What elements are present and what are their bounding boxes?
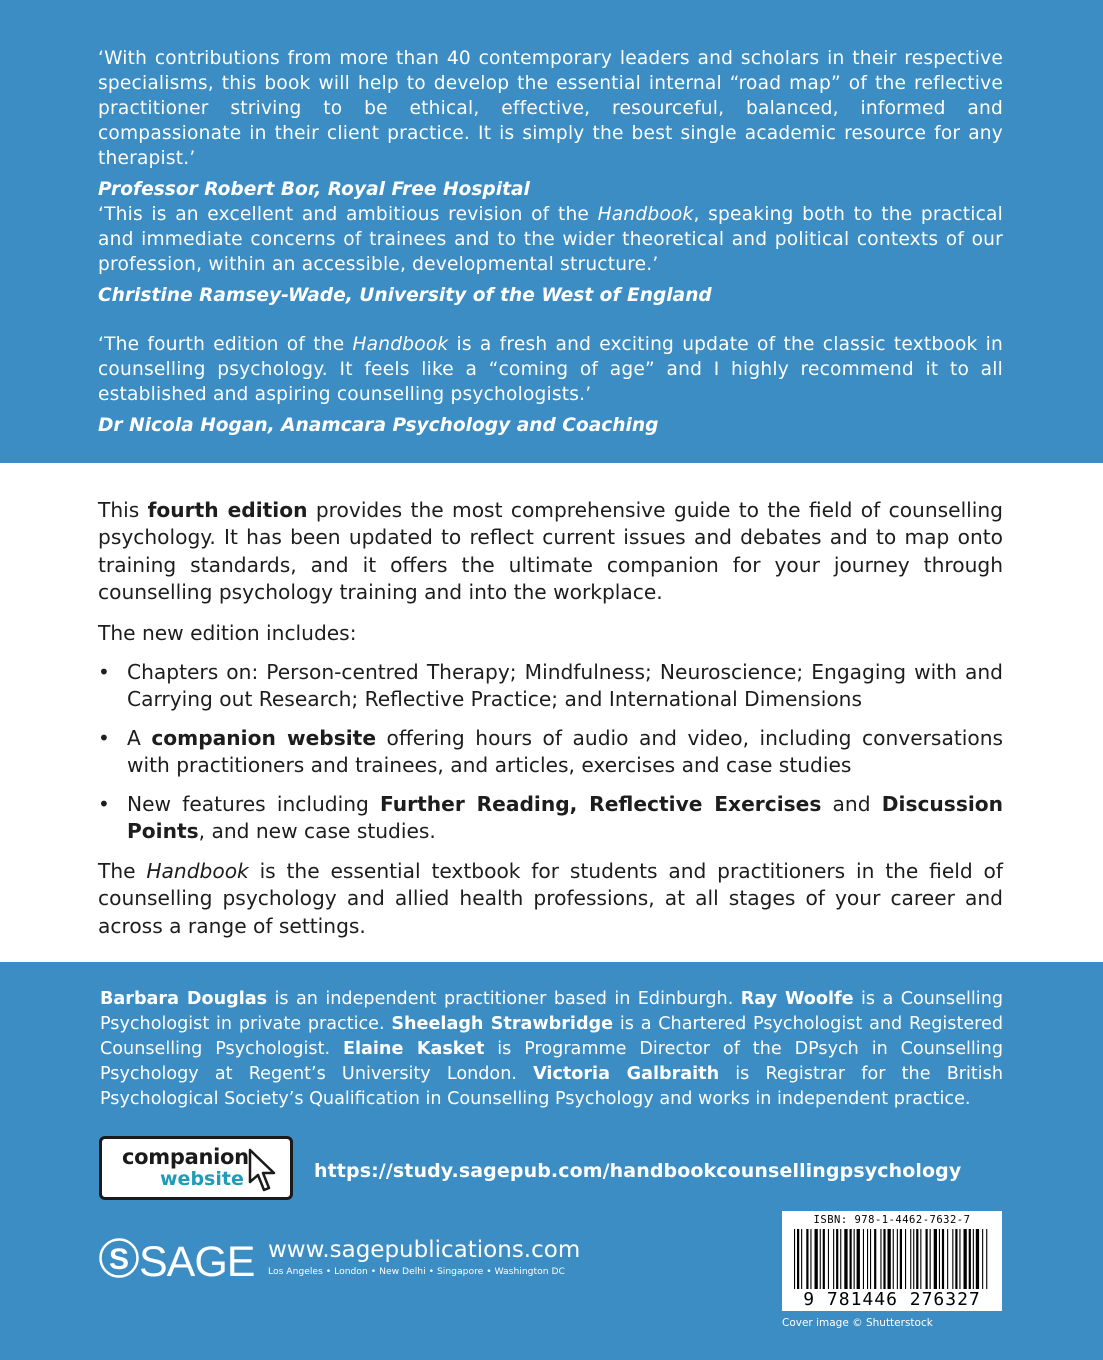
barcode-bar [857,1229,860,1289]
barcode-bar [986,1229,987,1289]
barcode-bar [888,1229,891,1289]
barcode-bar [880,1229,881,1289]
feature-bullet-2: • A companion website offering hours of audio and video, including conversations with practitioners and trainees, and articles, exercises and case studies [98,726,1004,778]
barcode-bar [844,1229,847,1289]
barcode-bar [863,1229,864,1289]
barcode-bar [976,1229,979,1289]
quote-author: Christine Ramsey-Wade, University of the West of England [98,285,712,306]
barcode-bar [867,1229,868,1289]
endorsement-quote-3 [98,332,1003,438]
barcode-bar [854,1229,855,1289]
barcode-bar [910,1229,911,1289]
barcode-bar [833,1229,834,1289]
endorsement-quote-2 [98,202,1003,308]
barcode-bar [820,1229,821,1289]
barcode-bar [964,1229,967,1289]
companion-website-badge [99,1136,293,1200]
barcode-bar [905,1229,906,1289]
barcode-bar [916,1229,918,1289]
barcode-bar [893,1229,894,1289]
publisher-cities: Los Angeles • London • New Delhi • Singapore • Washington DC [268,1266,565,1277]
feature-bullet-1: • Chapters on: Person-centred Therapy; Mindfulness; Neuroscience; Engaging with and Carrying out Research; Reflective Practice; and International Dimensions [98,660,1003,712]
barcode-bar [973,1229,974,1289]
website-word: website [160,1168,244,1190]
publisher-url-link[interactable]: www.sagepublications.com [268,1237,581,1263]
endorsement-quote-1 [98,46,1003,202]
bullet-marker: • [98,726,110,750]
intro-paragraph: This fourth edition provides the most comprehensive guide to the field of counselling psychology. It has been updated to reflect current issues and debates and to map onto training standards, and it offers the ultimate companion for your journey through counselling psychology training and into the workplace. [98,498,1004,605]
quote-text: ‘This is an excellent and ambitious revision of the Handbook, speaking both to the practical and immediate concerns of trainees and to the wider theoretical and political contexts of our profession, within an accessible, developmental structure.’ [98,204,1003,275]
cover-image-credit: Cover image © Shutterstock [782,1317,933,1329]
barcode-bar [969,1229,971,1289]
author-bios: Barbara Douglas is an independent practitioner based in Edinburgh. Ray Woolfe is a Counselling Psychologist in private practice. Sheelagh Strawbridge is a Chartered Psychologist and Registered Counselling Psychologist. Elaine Kasket is Programme Director of the DPsych in Counselling Psychology at Regent’s University London. Victoria Galbraith is Registrar for the British Psychological Society’s Qualification in Counselling Psychology and works in independent practice. [100,989,1004,1109]
sage-logo-text: SAGE [139,1238,255,1282]
barcode-bar [836,1229,838,1289]
barcode-bar [934,1229,937,1289]
isbn-barcode [782,1211,1002,1311]
feature-bullet-3: • New features including Further Reading, Reflective Exercises and Discussion Points, and new case studies. [98,792,1003,844]
barcode-bar [823,1229,825,1289]
barcode-digits: 9 781446 276327 [803,1289,981,1310]
svg-text:S: S [108,1243,130,1276]
barcode-bar [982,1229,983,1289]
cursor-arrow-icon [248,1148,278,1194]
bullet-marker: • [98,792,110,816]
barcode-bar [942,1229,944,1289]
barcode-bar [947,1229,948,1289]
barcode-bar [806,1229,808,1289]
barcode-bar [913,1229,914,1289]
barcode-bar [874,1229,876,1289]
companion-word: companion [122,1145,249,1169]
barcode-bar [883,1229,885,1289]
barcode-bar [920,1229,921,1289]
barcode-bar [801,1229,802,1289]
barcode-bar [794,1229,795,1289]
includes-label: The new edition includes: [98,621,357,645]
quote-author: Dr Nicola Hogan, Anamcara Psychology and Coaching [98,415,659,436]
isbn-label: ISBN: 978-1-4462-7632-7 [813,1214,971,1226]
barcode-bars [792,1229,992,1291]
barcode-bar [897,1229,898,1289]
barcode-bar [955,1229,957,1289]
barcode-bar [939,1229,940,1289]
sage-logo [99,1236,259,1286]
barcode-bar [840,1229,841,1289]
quote-text: ‘With contributions from more than 40 contemporary leaders and scholars in their respective specialisms, this book will help to develop the essential internal “road map” of the reflective practitioner striving to be ethical, effective, resourceful, balanced, informed and compassionate in their client practice. It is simply the best single academic resource for any therapist.’ [98,48,1003,169]
barcode-bar [926,1229,928,1289]
closing-paragraph: The Handbook is the essential textbook for students and practitioners in the field of counselling psychology and allied health professions, at all stages of your career and across a range of settings. [98,859,1003,938]
barcode-bar [815,1229,818,1289]
sage-logo-mark [99,1236,259,1282]
quote-author: Professor Robert Bor, Royal Free Hospital [98,179,530,200]
barcode-bar [900,1229,902,1289]
barcode-bar [959,1229,960,1289]
barcode-bar [850,1229,852,1289]
companion-url-link[interactable]: https://study.sagepub.com/handbookcounsellingpsychology [314,1160,962,1182]
barcode-bar [870,1229,871,1289]
barcode-bar [930,1229,931,1289]
barcode-bar [797,1229,799,1289]
barcode-bar [828,1229,829,1289]
bullet-marker: • [98,660,110,684]
barcode-bar [810,1229,811,1289]
barcode-bar [952,1229,953,1289]
quote-text: ‘The fourth edition of the Handbook is a fresh and exciting update of the classic textbook in counselling psychology. It feels like a “coming of age” and I highly recommend it to all established and aspiring counselling psychologists.’ [98,334,1003,405]
